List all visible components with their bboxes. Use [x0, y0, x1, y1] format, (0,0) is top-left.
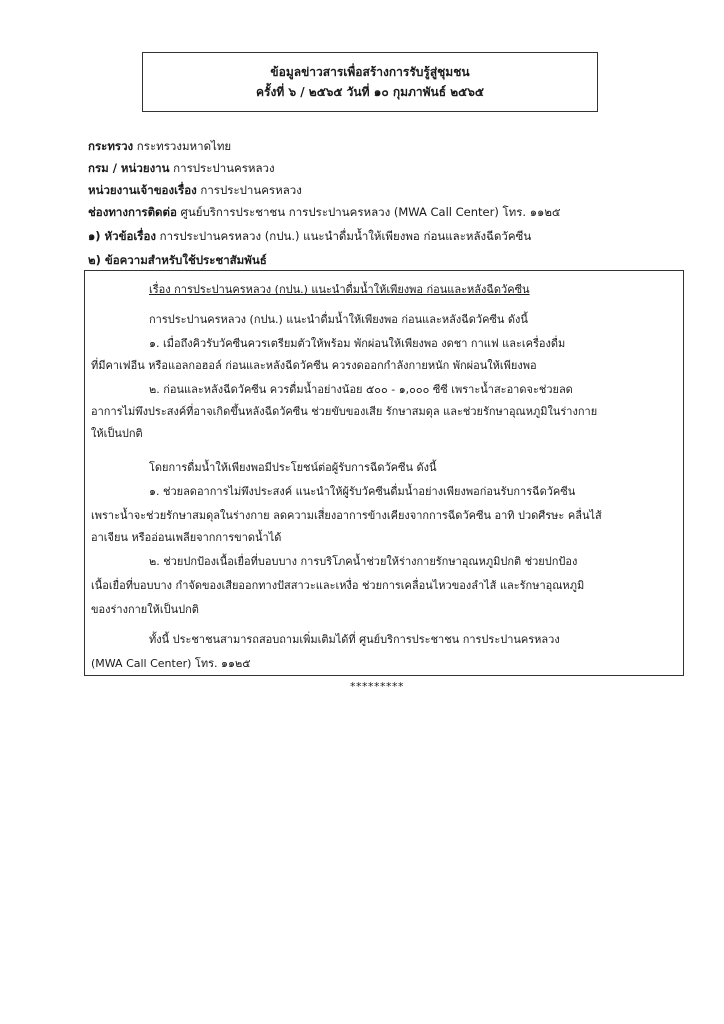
header-box	[142, 52, 598, 112]
topic-row	[88, 226, 531, 246]
closing-line2: (MWA Call Center) โทร. ๑๑๒๕	[91, 657, 251, 670]
point2-line1: ๒. ก่อนและหลังฉีดวัคซีน ควรดื่มน้ำอย่างน้อย ๕๐๐ - ๑,๐๐๐ ซีซี เพราะน้ำสะอาดจะช่วยลด	[149, 383, 573, 396]
owner-row	[88, 180, 302, 200]
dept-label: กรม / หน่วยงาน	[88, 161, 170, 175]
contact-label: ช่องทางการติดต่อ	[88, 205, 177, 219]
benefit1-line3: อาเจียน หรืออ่อนเพลียจากการขาดน้ำได้	[91, 531, 282, 544]
document-title: ข้อมูลข่าวสารเพื่อสร้างการรับรู้สู่ชุมชน	[270, 65, 470, 79]
closing-line1: ทั้งนี้ ประชาชนสามารถสอบถามเพิ่มเติมได้ที่ ศูนย์บริการประชาชน การประปานครหลวง	[149, 633, 560, 646]
benefit-intro: โดยการดื่มน้ำให้เพียงพอมีประโยชน์ต่อผู้รับการฉีดวัคซีน ดังนี้	[149, 461, 437, 474]
contact-value: ศูนย์บริการประชาชน การประปานครหลวง (MWA Call Center) โทร. ๑๑๒๕	[176, 205, 561, 219]
ministry-label: กระทรวง	[88, 139, 134, 153]
owner-value: การประปานครหลวง	[196, 183, 302, 197]
benefit2-line3: ของร่างกายให้เป็นปกติ	[91, 603, 199, 616]
dept-value: การประปานครหลวง	[169, 161, 275, 175]
benefit1-line2: เพราะน้ำจะช่วยรักษาสมดุลในร่างกาย ลดความเสี่ยงอาการข้างเคียงจากการฉีดวัคซีน อาทิ ปวดศีรษะ คลื่นไส้	[91, 509, 602, 522]
ministry-value: กระทรวงมหาดไทย	[133, 139, 232, 153]
benefit1-line1: ๑. ช่วยลดอาการไม่พึงประสงค์ แนะนำให้ผู้รับวัคซีนดื่มน้ำอย่างเพียงพอก่อนรับการฉีดวัคซีน	[149, 485, 576, 498]
contact-row	[88, 202, 561, 222]
benefit2-line1: ๒. ช่วยปกป้องเนื้อเยื่อที่บอบบาง การบริโภคน้ำช่วยให้ร่างกายรักษาอุณหภูมิปกติ ช่วยปกป้อง	[149, 555, 578, 568]
point2-line3: ให้เป็นปกติ	[91, 427, 143, 440]
subject-line: เรื่อง การประปานครหลวง (กปน.) แนะนำดื่มน้ำให้เพียงพอ ก่อนและหลังฉีดวัคซีน	[149, 283, 530, 296]
point1-line2: ที่มีคาเฟอีน หรือแอลกอฮอล์ ก่อนและหลังฉีดวัคซีน ควรงดออกกำลังกายหนัก พักผ่อนให้เพียงพอ	[91, 359, 537, 372]
pr-label: ๒) ข้อความสำหรับใช้ประชาสัมพันธ์	[88, 253, 267, 267]
pr-heading	[88, 250, 267, 270]
content-box	[84, 270, 684, 676]
benefit2-line2: เนื้อเยื่อที่บอบบาง กำจัดของเสียออกทางปัสสาวะและเหงื่อ ช่วยการเคลื่อนไหวของลำไส้ และรักษาอุณหภูมิ	[91, 579, 585, 592]
topic-value: การประปานครหลวง (กปน.) แนะนำดื่มน้ำให้เพียงพอ ก่อนและหลังฉีดวัคซีน	[156, 229, 532, 243]
owner-label: หน่วยงานเจ้าของเรื่อง	[88, 183, 197, 197]
intro-line: การประปานครหลวง (กปน.) แนะนำดื่มน้ำให้เพียงพอ ก่อนและหลังฉีดวัคซีน ดังนี้	[149, 313, 528, 326]
end-marker: *********	[350, 680, 404, 693]
ministry-row	[88, 136, 231, 156]
issue-line: ครั้งที่ ๖ / ๒๕๖๕ วันที่ ๑๐ กุมภาพันธ์ ๒๕๖๕	[256, 85, 484, 99]
point2-line2: อาการไม่พึงประสงค์ที่อาจเกิดขึ้นหลังฉีดวัคซีน ช่วยขับของเสีย รักษาสมดุล และช่วยรักษาอุณหภูมิในร่างกาย	[91, 405, 598, 418]
dept-row	[88, 158, 275, 178]
point1-line1: ๑. เมื่อถึงคิวรับวัคซีนควรเตรียมตัวให้พร้อม พักผ่อนให้เพียงพอ งดชา กาแฟ และเครื่องดื่ม	[149, 337, 566, 350]
topic-label: ๑) หัวข้อเรื่อง	[88, 229, 156, 243]
